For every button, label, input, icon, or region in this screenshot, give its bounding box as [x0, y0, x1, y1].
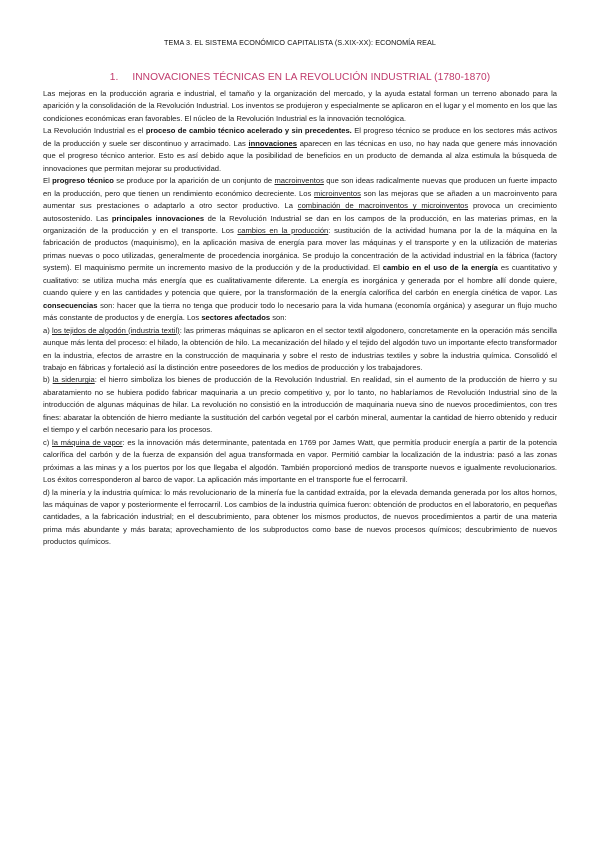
paragraph-cambio-tecnico: La Revolución Industrial es el proceso de cambio técnico acelerado y sin precedentes. El progreso técnico se produce en los sectores más activos de la producción y suele ser discontinuo y arracimado. Las innovaciones aparecen en las técnicas en uso, no hay nada que genere más innovación que el progreso técnico anterior. Esto es así debido aque la posibilidad de beneficios en un producto de demanda al alza estimula la búsqueda de innovaciones que permitan mejorar su productividad.	[43, 126, 557, 173]
paragraph-progreso-tecnico: El progreso técnico se produce por la aparición de un conjunto de macroinventos que son ideas radicalmente nuevas que producen un fuerte impacto en la producción, pero que tienen un rendimiento económico decreciente. Los microinventos son las mejoras que se añaden a un macroinvento para aumentar sus prestaciones o adaptarlo a otro sector productivo. La combinación de macroinventos y microinventos provoca un crecimiento autosostenido. Las principales innovaciones de la Revolución Industrial se dan en los campos de la producción, en las materias primas, en la organización de la producción y en el transporte. Los cambios en la producción: sustitución de la actividad humana por la de la máquina en la fabricación de productos (maquinismo), en la aplicación masiva de energía para mover las máquinas y el transporte y en la utilización de materias primas nuevas o poco utilizadas, generalmente de procedencia inorgánica. Se produjo la concentración de la actividad industrial en la fábrica (factory system). El maquinismo permite un incremento masivo de la producción y de la productividad. El cambio en el uso de la energía es cuantitativo y cualitativo: se utiliza mucha más energía que es cualitativamente diferente. La energía es inorgánica y generada por el hombre allí donde quiere, cuando quiere y en las cantidades y potencia que quiere, por la transformación de la energía calorífica del carbón en energía cinética de vapor. Las consecuencias son: hacer que la tierra no tenga que producir todo lo necesario para la vida humana (economía orgánica) y asegurar un flujo mucho más constante de productos y de energía. Los sectores afectados son:	[43, 176, 558, 323]
bold-phrase: proceso de cambio técnico acelerado y sin precedentes.	[145, 126, 352, 136]
paragraph-item-c: c) la máquina de vapor: es la innovación más determinante, patentada en 1769 por James Watt, que permitía producir energía a partir de la potencia calorífica del carbón y de la fuerza de expansión del agua transformada en vapor. Permitió cambiar la localización de la industria: pasó a las zonas próximas a las minas y a los puertos por los que llegaba el algodón. También proporcionó medios de transporte nuevos e igualmente revolucionarios. Los éxitos corresponderon al barco de vapor. La aplicación más importante en el transporte fue el ferrocarril.	[43, 437, 558, 485]
underlined-term: la siderurgia	[52, 375, 95, 385]
bold-phrase: principales innovaciones	[111, 213, 205, 223]
paragraph-item-d: d) la minería y la industria química: lo más revolucionario de la minería fue la cantidad extraída, por la elevada demanda generada por los altos hornos, las máquinas de vapor y posteriormente el ferrocarril. Los cambios de la industria química fueron: obtención de productos en el laboratorio, en pequeñas cantidades, a la fabricación industrial; en el descubrimiento, para obtener los mismos productos, de nuevos procedimientos a partir de una materia prima más abundante y más barata; aprovechamiento de los subproductos como base de nuevos procesos químicos; descubrimiento de nuevos productos químicos.	[43, 487, 557, 547]
section-title	[0, 72, 600, 83]
document-body	[43, 88, 557, 549]
section-number: 1.	[109, 72, 119, 83]
underlined-phrase: cambios en la producción	[237, 225, 329, 235]
underlined-term: los tejidos de algodón (industria textil)	[52, 325, 180, 335]
underlined-phrase: macroinventos	[274, 176, 324, 186]
underlined-phrase: combinación de macroinventos y microinventos	[297, 201, 469, 211]
bold-phrase: progreso técnico	[52, 176, 114, 186]
paragraph-intro: Las mejoras en la producción agraria e industrial, el tamaño y la organización del mercado, y la ayuda estatal forman un terreno abonado para la aparición y la consolidación de la Revolución Industrial. Los inventos se produjeron y especialmente se aplicaron en el lugar y el momento en los que las condiciones económicas eran favorables. El núcleo de la Revolución Industrial es la innovación tecnológica.	[43, 89, 557, 123]
document-header: TEMA 3. EL SISTEMA ECONÓMICO CAPITALISTA (S.XIX-XX): ECONOMÍA REAL	[163, 38, 437, 47]
paragraph-item-a: a) los tejidos de algodón (industria textil): las primeras máquinas se aplicaron en el sector textil algodonero, concretamente en la operación más sencilla aunque más lenta del proceso: el hilado, la obtención de hilo. La mecanización del hilado y el tejido del algodón tuvo un importante efecto transformador en la industria, efectos de arrastre en la construcción de maquinaria y sobre el resto de industrias textiles y sobre la industria química. Consolidó el trabajo en fábricas y fortaleció así la distinción entre poseedores de los medios de producción y los trabajadores.	[43, 325, 557, 372]
bold-underlined-phrase: innovaciones	[248, 138, 297, 148]
bold-phrase: sectores afectados	[201, 313, 271, 323]
underlined-term: la máquina de vapor	[52, 437, 123, 447]
bold-phrase: consecuencias	[43, 300, 98, 310]
paragraph-item-b: b) la siderurgia: el hierro simboliza los bienes de producción de la Revolución Industrial. En realidad, sin el aumento de la producción de hierro y su abaratamiento no se hubiera podido fabricar maquinaria a un precio competitivo y, por lo tanto, no hablaríamos de Revolución Industrial sino de la introducción de algunas máquinas de hilar. La revolución no consistió en la introducción de maquinaria nueva sino de nuevos procedimientos, con tres fines: abaratar la obtención de hierro mediante la sustitución del carbón vegetal por el carbón mineral, aumentar la cantidad de hierro obtenido y reducir el tiempo y el carbón necesario para los procesos.	[43, 375, 557, 435]
section-title-text: INNOVACIONES TÉCNICAS EN LA REVOLUCIÓN INDUSTRIAL (1780-1870)	[132, 72, 491, 83]
underlined-phrase: microinventos	[314, 188, 361, 198]
bold-phrase: cambio en el uso de la energía	[382, 263, 498, 273]
